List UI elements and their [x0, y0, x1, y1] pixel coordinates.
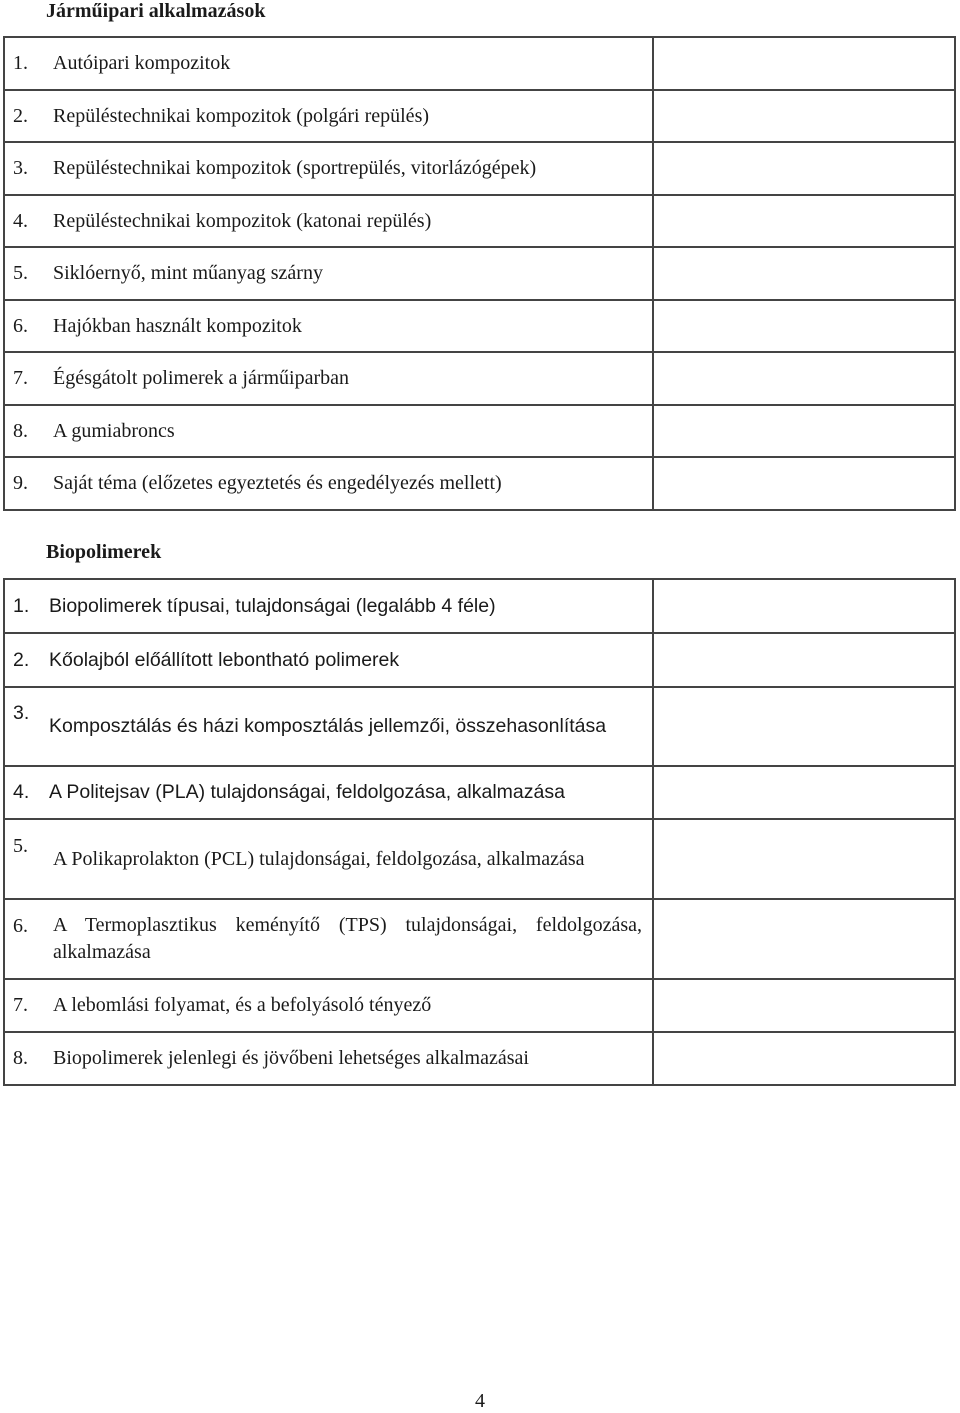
table-row	[5, 196, 954, 248]
table-row	[5, 980, 954, 1033]
topic-table-vehicle	[3, 36, 956, 511]
table-row	[5, 634, 954, 688]
topic-label: Komposztálás és házi komposztálás jellemzői, összehasonlítása	[49, 715, 607, 737]
item-number: 8.	[13, 419, 28, 442]
table-row	[5, 353, 954, 406]
table-row	[5, 580, 954, 634]
item-number: 3.	[13, 157, 28, 179]
item-number: 5.	[13, 262, 28, 284]
table-row	[5, 688, 954, 767]
topic-label: Biopolimerek jelenlegi és jövőbeni lehetséges alkalmazásai	[53, 1047, 529, 1069]
topic-label: A Politejsav (PLA) tulajdonságai, feldolgozása, alkalmazása	[49, 781, 565, 803]
table-row	[5, 767, 954, 820]
topic-label: Repüléstechnikai kompozitok (katonai repülés)	[53, 209, 432, 232]
item-number: 2.	[13, 648, 30, 671]
topic-label: A lebomlási folyamat, és a befolyásoló tényező	[53, 994, 432, 1016]
item-number: 2.	[13, 104, 28, 127]
topic-label: Kőolajból előállított lebontható polimerek	[49, 648, 400, 671]
table-row	[5, 406, 954, 458]
topic-table-biopolymers	[3, 578, 956, 1086]
item-number: 7.	[13, 994, 28, 1016]
section-title-vehicle: Járműipari alkalmazások	[46, 0, 266, 22]
topic-label: Égésgátolt polimerek a járműiparban	[53, 367, 350, 389]
table-row	[5, 301, 954, 353]
item-number: 9.	[13, 472, 28, 494]
topic-label: Hajókban használt kompozitok	[53, 314, 302, 337]
topic-label: Saját téma (előzetes egyeztetés és engedélyezés mellett)	[53, 472, 502, 494]
topic-label: Siklóernyő, mint műanyag szárny	[53, 262, 323, 284]
table-row	[5, 38, 954, 91]
table-row	[5, 248, 954, 301]
table-row	[5, 458, 954, 511]
topic-label: A Termoplasztikus keményítő (TPS) tulajdonságai, feldolgozása, alkalmazása	[53, 914, 642, 963]
item-number: 6.	[13, 314, 28, 337]
item-number: 8.	[13, 1047, 28, 1069]
topic-label: Repüléstechnikai kompozitok (sportrepülés, vitorlázógépek)	[53, 157, 537, 179]
item-number: 6.	[13, 915, 28, 937]
item-number: 7.	[13, 367, 28, 389]
page-number: 4	[475, 1390, 485, 1412]
topic-label: Biopolimerek típusai, tulajdonságai (legalább 4 féle)	[49, 594, 496, 617]
table-row	[5, 820, 954, 900]
topic-label: A gumiabroncs	[53, 419, 175, 442]
section-title-biopolymers: Biopolimerek	[46, 541, 162, 563]
table-row	[5, 900, 954, 980]
table-row	[5, 143, 954, 196]
item-number: 3.	[13, 702, 30, 724]
item-number: 4.	[13, 781, 30, 803]
topic-label: Repüléstechnikai kompozitok (polgári repülés)	[53, 104, 430, 127]
item-number: 1.	[13, 52, 28, 74]
topic-label: Autóipari kompozitok	[53, 52, 231, 74]
item-number: 5.	[13, 835, 28, 857]
table-row	[5, 91, 954, 143]
item-number: 1.	[13, 594, 30, 617]
item-number: 4.	[13, 209, 28, 232]
topic-label: A Polikaprolakton (PCL) tulajdonságai, feldolgozása, alkalmazása	[53, 847, 585, 870]
table-row	[5, 1033, 954, 1086]
